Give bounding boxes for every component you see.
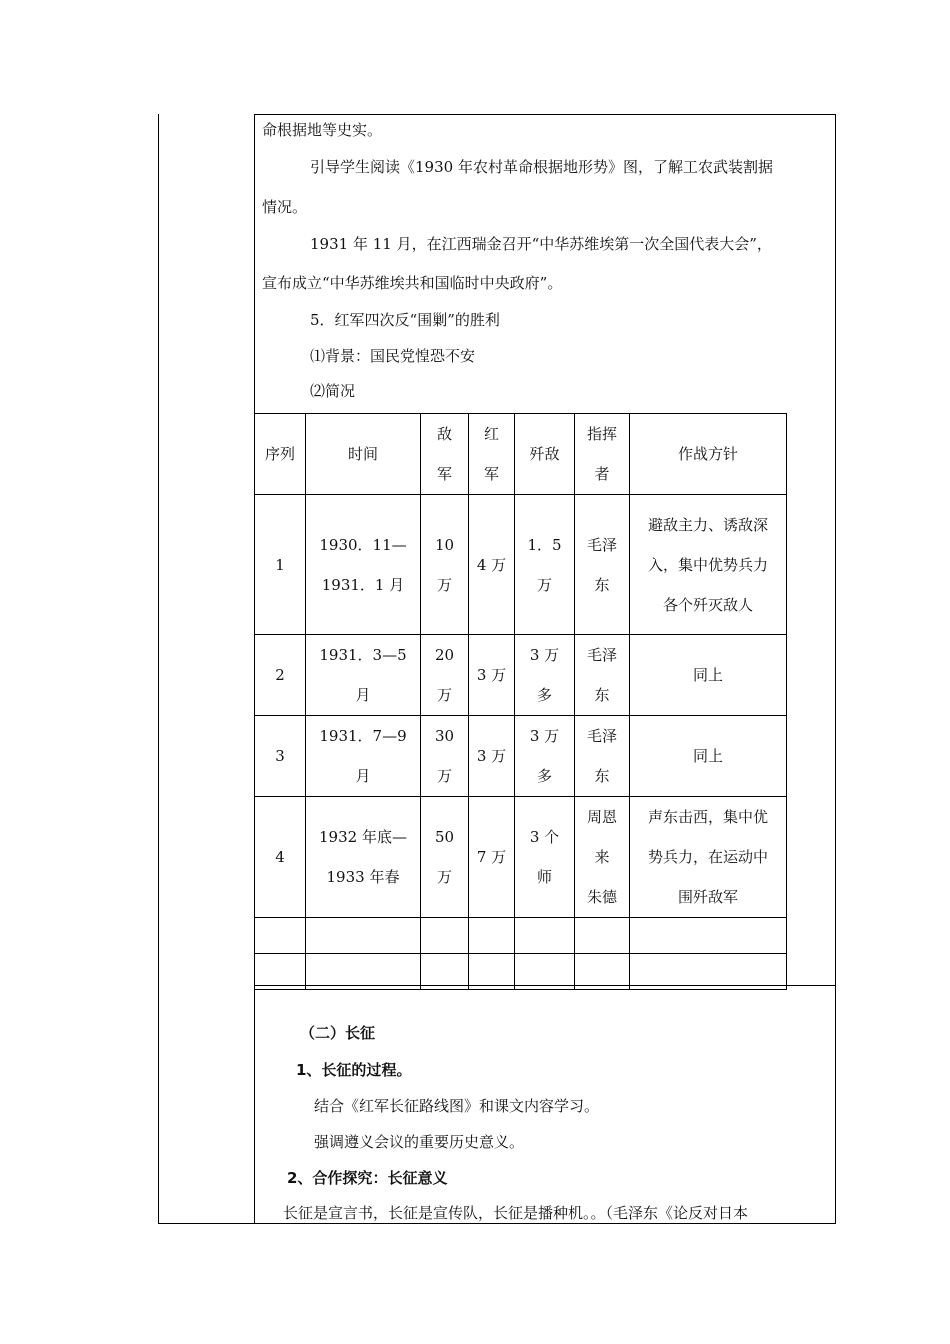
row3-killed: 3 万 多 [515,716,575,797]
long-march-heading: （二）长征 [300,1024,376,1042]
row4-commander: 周恩 来 朱德 [575,797,630,918]
text-line-1: 命根据地等史实。 [262,121,383,139]
row2-enemy: 20 万 [421,635,469,716]
row2-time: 1931．3—5 月 [306,635,421,716]
row4-strategy: 声东击西，集中优 势兵力，在运动中 围歼敌军 [630,797,787,918]
table-row-empty [255,918,787,954]
row2-strategy: 同上 [630,635,787,716]
row2-red: 3 万 [469,635,515,716]
header-enemy: 敌 军 [421,414,469,495]
table-row [255,797,787,918]
background-line: ⑴背景：国民党惶恐不安 [310,347,476,365]
row4-time: 1932 年底— 1933 年春 [306,797,421,918]
row4-enemy: 50 万 [421,797,469,918]
header-strategy: 作战方针 [630,414,787,495]
row1-red: 4 万 [469,495,515,635]
row1-strategy: 避敌主力、诱敌深 入，集中优势兵力 各个歼灭敌人 [630,495,787,635]
zunyi-meeting-line: 强调遵义会议的重要历史意义。 [314,1133,525,1151]
text-line-5: 宣布成立“中华苏维埃共和国临时中央政府”。 [262,274,563,292]
text-line-4: 1931 年 11 月，在江西瑞金召开“中华苏维埃第一次全国代表大会”， [310,235,772,253]
row2-commander: 毛泽 东 [575,635,630,716]
row1-killed: 1．5 万 [515,495,575,635]
row3-time: 1931．7—9 月 [306,716,421,797]
header-seq: 序列 [255,414,306,495]
row1-time: 1930．11— 1931．1 月 [306,495,421,635]
row4-killed: 3 个 师 [515,797,575,918]
long-march-significance-heading: 2、合作探究：长征意义 [287,1169,448,1187]
header-red-army: 红 军 [469,414,515,495]
table-row [255,716,787,797]
section-heading-victory: 5．红军四次反“围剿”的胜利 [310,311,500,329]
row2-killed: 3 万 多 [515,635,575,716]
row3-commander: 毛泽 东 [575,716,630,797]
header-time: 时间 [306,414,421,495]
row3-enemy: 30 万 [421,716,469,797]
text-line-2: 引导学生阅读《1930 年农村革命根据地形势》图，了解工农武装割据 [310,158,773,176]
section-divider [254,985,836,986]
row3-strategy: 同上 [630,716,787,797]
row1-seq: 1 [255,495,306,635]
long-march-process-heading: 1、长征的过程。 [296,1061,412,1079]
text-line-3: 情况。 [262,198,308,216]
long-march-study-line: 结合《红军长征路线图》和课文内容学习。 [314,1097,600,1115]
row4-seq: 4 [255,797,306,918]
row1-commander: 毛泽 东 [575,495,630,635]
row2-seq: 2 [255,635,306,716]
header-commander: 指挥 者 [575,414,630,495]
table-row [255,495,787,635]
frame-top-border [254,114,836,115]
table-header-row [255,414,787,495]
row1-enemy: 10 万 [421,495,469,635]
overview-line: ⑵简况 [310,382,356,400]
long-march-quote: 长征是宣言书，长征是宣传队，长征是播种机。。（毛泽东《论反对日本 [283,1204,749,1222]
row3-red: 3 万 [469,716,515,797]
battle-table [254,413,787,990]
row4-red: 7 万 [469,797,515,918]
header-killed: 歼敌 [515,414,575,495]
row3-seq: 3 [255,716,306,797]
table-row [255,635,787,716]
